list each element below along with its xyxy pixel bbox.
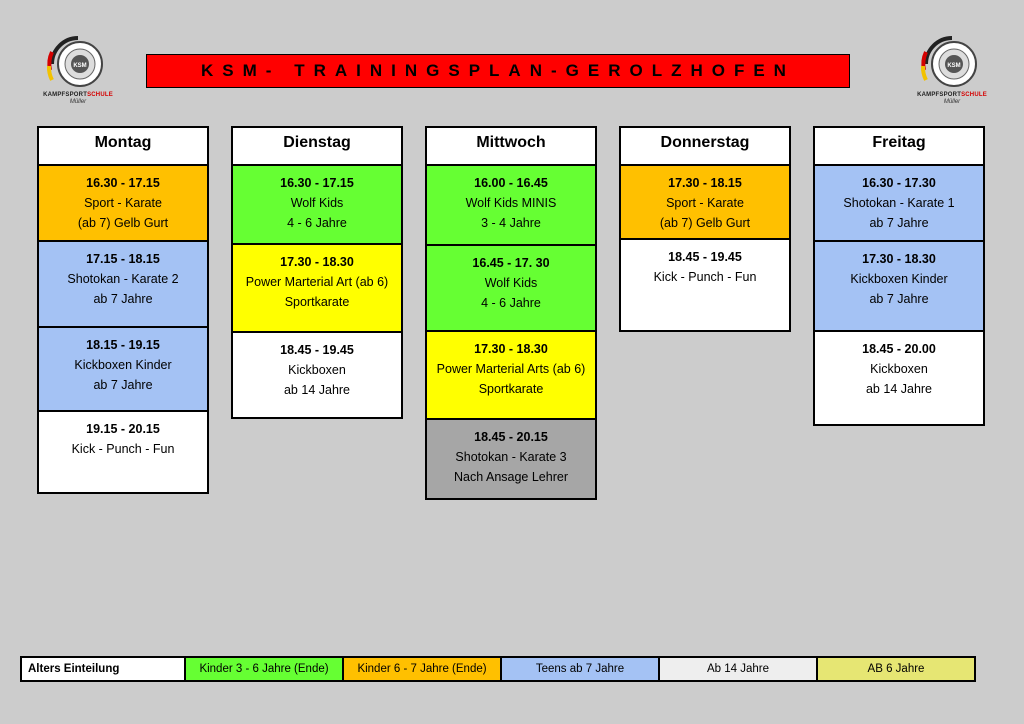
slot-detail: Kickboxen Kinder (850, 272, 948, 286)
legend-item-blue: Teens ab 7 Jahre (502, 658, 660, 680)
slot-detail: Kick - Punch - Fun (653, 270, 757, 284)
day-header: Montag (37, 126, 209, 166)
legend-item-khaki: AB 6 Jahre (818, 658, 974, 680)
slot-time: 18.45 - 19.45 (668, 250, 742, 264)
slot-detail: ab 14 Jahre (865, 382, 933, 396)
slot-detail: Power Marterial Art (ab 6) (245, 275, 389, 289)
slot-time: 18.15 - 19.15 (86, 338, 160, 352)
training-slot (619, 240, 791, 332)
day-column-montag (37, 126, 209, 494)
training-slot (231, 166, 403, 245)
page-title: KSM- TRAININGSPLAN-GEROLZHOFEN (146, 54, 850, 88)
slot-detail: Sportkarate (478, 382, 544, 396)
day-column-dienstag (231, 126, 403, 419)
slot-time: 17.30 - 18.30 (862, 252, 936, 266)
slot-time: 16.30 - 17.15 (86, 176, 160, 190)
training-slot (425, 332, 597, 420)
slot-detail: Wolf Kids (290, 196, 344, 210)
slot-time: 19.15 - 20.15 (86, 422, 160, 436)
day-column-mittwoch (425, 126, 597, 500)
slot-time: 18.45 - 20.15 (474, 430, 548, 444)
slot-time: 16.00 - 16.45 (474, 176, 548, 190)
slot-detail: Kickboxen (288, 363, 346, 377)
training-slot (619, 166, 791, 240)
training-slot (425, 166, 597, 246)
day-header: Donnerstag (619, 126, 791, 166)
slot-time: 16.30 - 17.30 (862, 176, 936, 190)
training-slot (813, 332, 985, 426)
day-header: Mittwoch (425, 126, 597, 166)
day-header: Dienstag (231, 126, 403, 166)
day-header: Freitag (813, 126, 985, 166)
legend-item-orange: Kinder 6 - 7 Jahre (Ende) (344, 658, 502, 680)
training-slot (37, 166, 209, 242)
legend-item-green: Kinder 3 - 6 Jahre (Ende) (186, 658, 344, 680)
slot-detail: Kickboxen Kinder (74, 358, 172, 372)
slot-detail: ab 7 Jahre (869, 292, 929, 306)
legend-item-white: Ab 14 Jahre (660, 658, 818, 680)
training-slot (425, 420, 597, 500)
day-column-freitag (813, 126, 985, 426)
slot-time: 17.30 - 18.15 (668, 176, 742, 190)
training-slot (37, 242, 209, 328)
slot-detail: Wolf Kids MINIS (465, 196, 557, 210)
slot-time: 17.30 - 18.30 (280, 255, 354, 269)
slot-time: 17.30 - 18.30 (474, 342, 548, 356)
training-slot (231, 333, 403, 419)
slot-detail: ab 7 Jahre (869, 216, 929, 230)
logo-brand-left: KAMPFSPORTSCHULE (43, 92, 113, 98)
slot-time: 16.45 - 17. 30 (472, 256, 550, 270)
slot-detail: (ab 7) Gelb Gurt (77, 216, 169, 230)
slot-time: 16.30 - 17.15 (280, 176, 354, 190)
slot-detail: ab 7 Jahre (93, 292, 153, 306)
slot-detail: Nach Ansage Lehrer (454, 470, 568, 484)
age-legend (20, 656, 976, 682)
slot-time: 18.45 - 20.00 (862, 342, 936, 356)
slot-detail: Sport - Karate (666, 196, 744, 210)
slot-detail: ab 7 Jahre (93, 378, 153, 392)
training-slot (425, 246, 597, 332)
slot-detail: Power Marterial Arts (ab 6) (436, 362, 586, 376)
training-slot (37, 412, 209, 494)
slot-detail: Wolf Kids (484, 276, 538, 290)
logo-signature-left: Müller (69, 99, 87, 105)
slot-time: 17.15 - 18.15 (86, 252, 160, 266)
svg-text:KSM: KSM (947, 63, 961, 69)
slot-detail: (ab 7) Gelb Gurt (659, 216, 751, 230)
slot-detail: Shotokan - Karate 2 (67, 272, 179, 286)
training-slot (813, 166, 985, 242)
ksm-logo-left (38, 30, 118, 110)
training-slot (231, 245, 403, 333)
slot-detail: Sportkarate (284, 295, 350, 309)
training-slot (37, 328, 209, 412)
slot-detail: Shotokan - Karate 1 (843, 196, 955, 210)
day-column-donnerstag (619, 126, 791, 332)
logo-signature-right: Müller (943, 99, 961, 105)
logo-center-text: KSM (73, 63, 87, 69)
slot-detail: Kick - Punch - Fun (71, 442, 175, 456)
ksm-logo-right (912, 30, 992, 110)
legend-label: Alters Einteilung (22, 658, 186, 680)
slot-time: 18.45 - 19.45 (280, 343, 354, 357)
slot-detail: 3 - 4 Jahre (481, 216, 541, 230)
slot-detail: Kickboxen (870, 362, 928, 376)
slot-detail: Sport - Karate (84, 196, 162, 210)
slot-detail: 4 - 6 Jahre (287, 216, 347, 230)
slot-detail: Shotokan - Karate 3 (455, 450, 567, 464)
training-slot (813, 242, 985, 332)
logo-brand-right: KAMPFSPORTSCHULE (917, 92, 987, 98)
slot-detail: ab 14 Jahre (283, 383, 351, 397)
slot-detail: 4 - 6 Jahre (481, 296, 541, 310)
